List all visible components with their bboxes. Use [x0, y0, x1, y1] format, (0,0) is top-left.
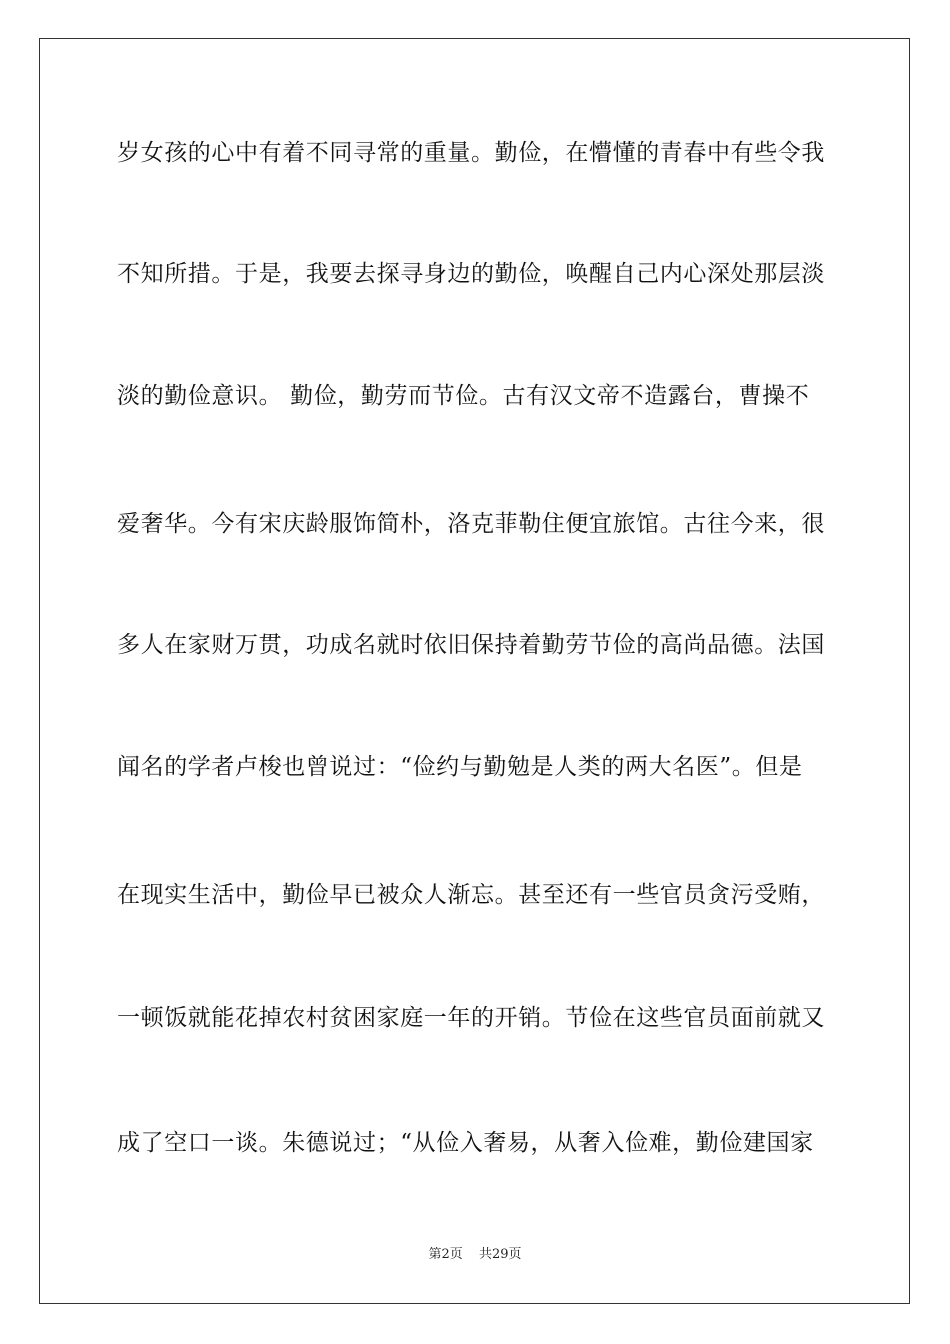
page-number: 第2页: [428, 1247, 463, 1262]
text-line: 爱奢华。今有宋庆龄服饰简朴，洛克菲勒住便宜旅馆。古往今来，很: [117, 511, 825, 537]
page-footer: [0, 1246, 950, 1264]
text-line: 不知所措。于是，我要去探寻身边的勤俭，唤醒自己内心深处那层淡: [117, 261, 825, 287]
text-line: 淡的勤俭意识。 勤俭，勤劳而节俭。古有汉文帝不造露台，曹操不: [117, 383, 810, 409]
page-total: 共29页: [478, 1247, 522, 1262]
text-line: 岁女孩的心中有着不同寻常的重量。勤俭，在懵懂的青春中有些令我: [117, 140, 825, 166]
text-line: 闻名的学者卢梭也曾说过：“俭约与勤勉是人类的两大名医”。但是: [117, 754, 803, 780]
text-line: 一顿饭就能花掉农村贫困家庭一年的开销。节俭在这些官员面前就又: [117, 1005, 825, 1031]
page-border: [39, 38, 910, 1304]
text-line: 在现实生活中，勤俭早已被众人渐忘。甚至还有一些官员贪污受贿，: [117, 882, 825, 908]
text-line: 多人在家财万贯，功成名就时依旧保持着勤劳节俭的高尚品德。法国: [117, 632, 825, 658]
text-line: 成了空口一谈。朱德说过；“从俭入奢易，从奢入俭难，勤俭建国家: [117, 1130, 814, 1156]
